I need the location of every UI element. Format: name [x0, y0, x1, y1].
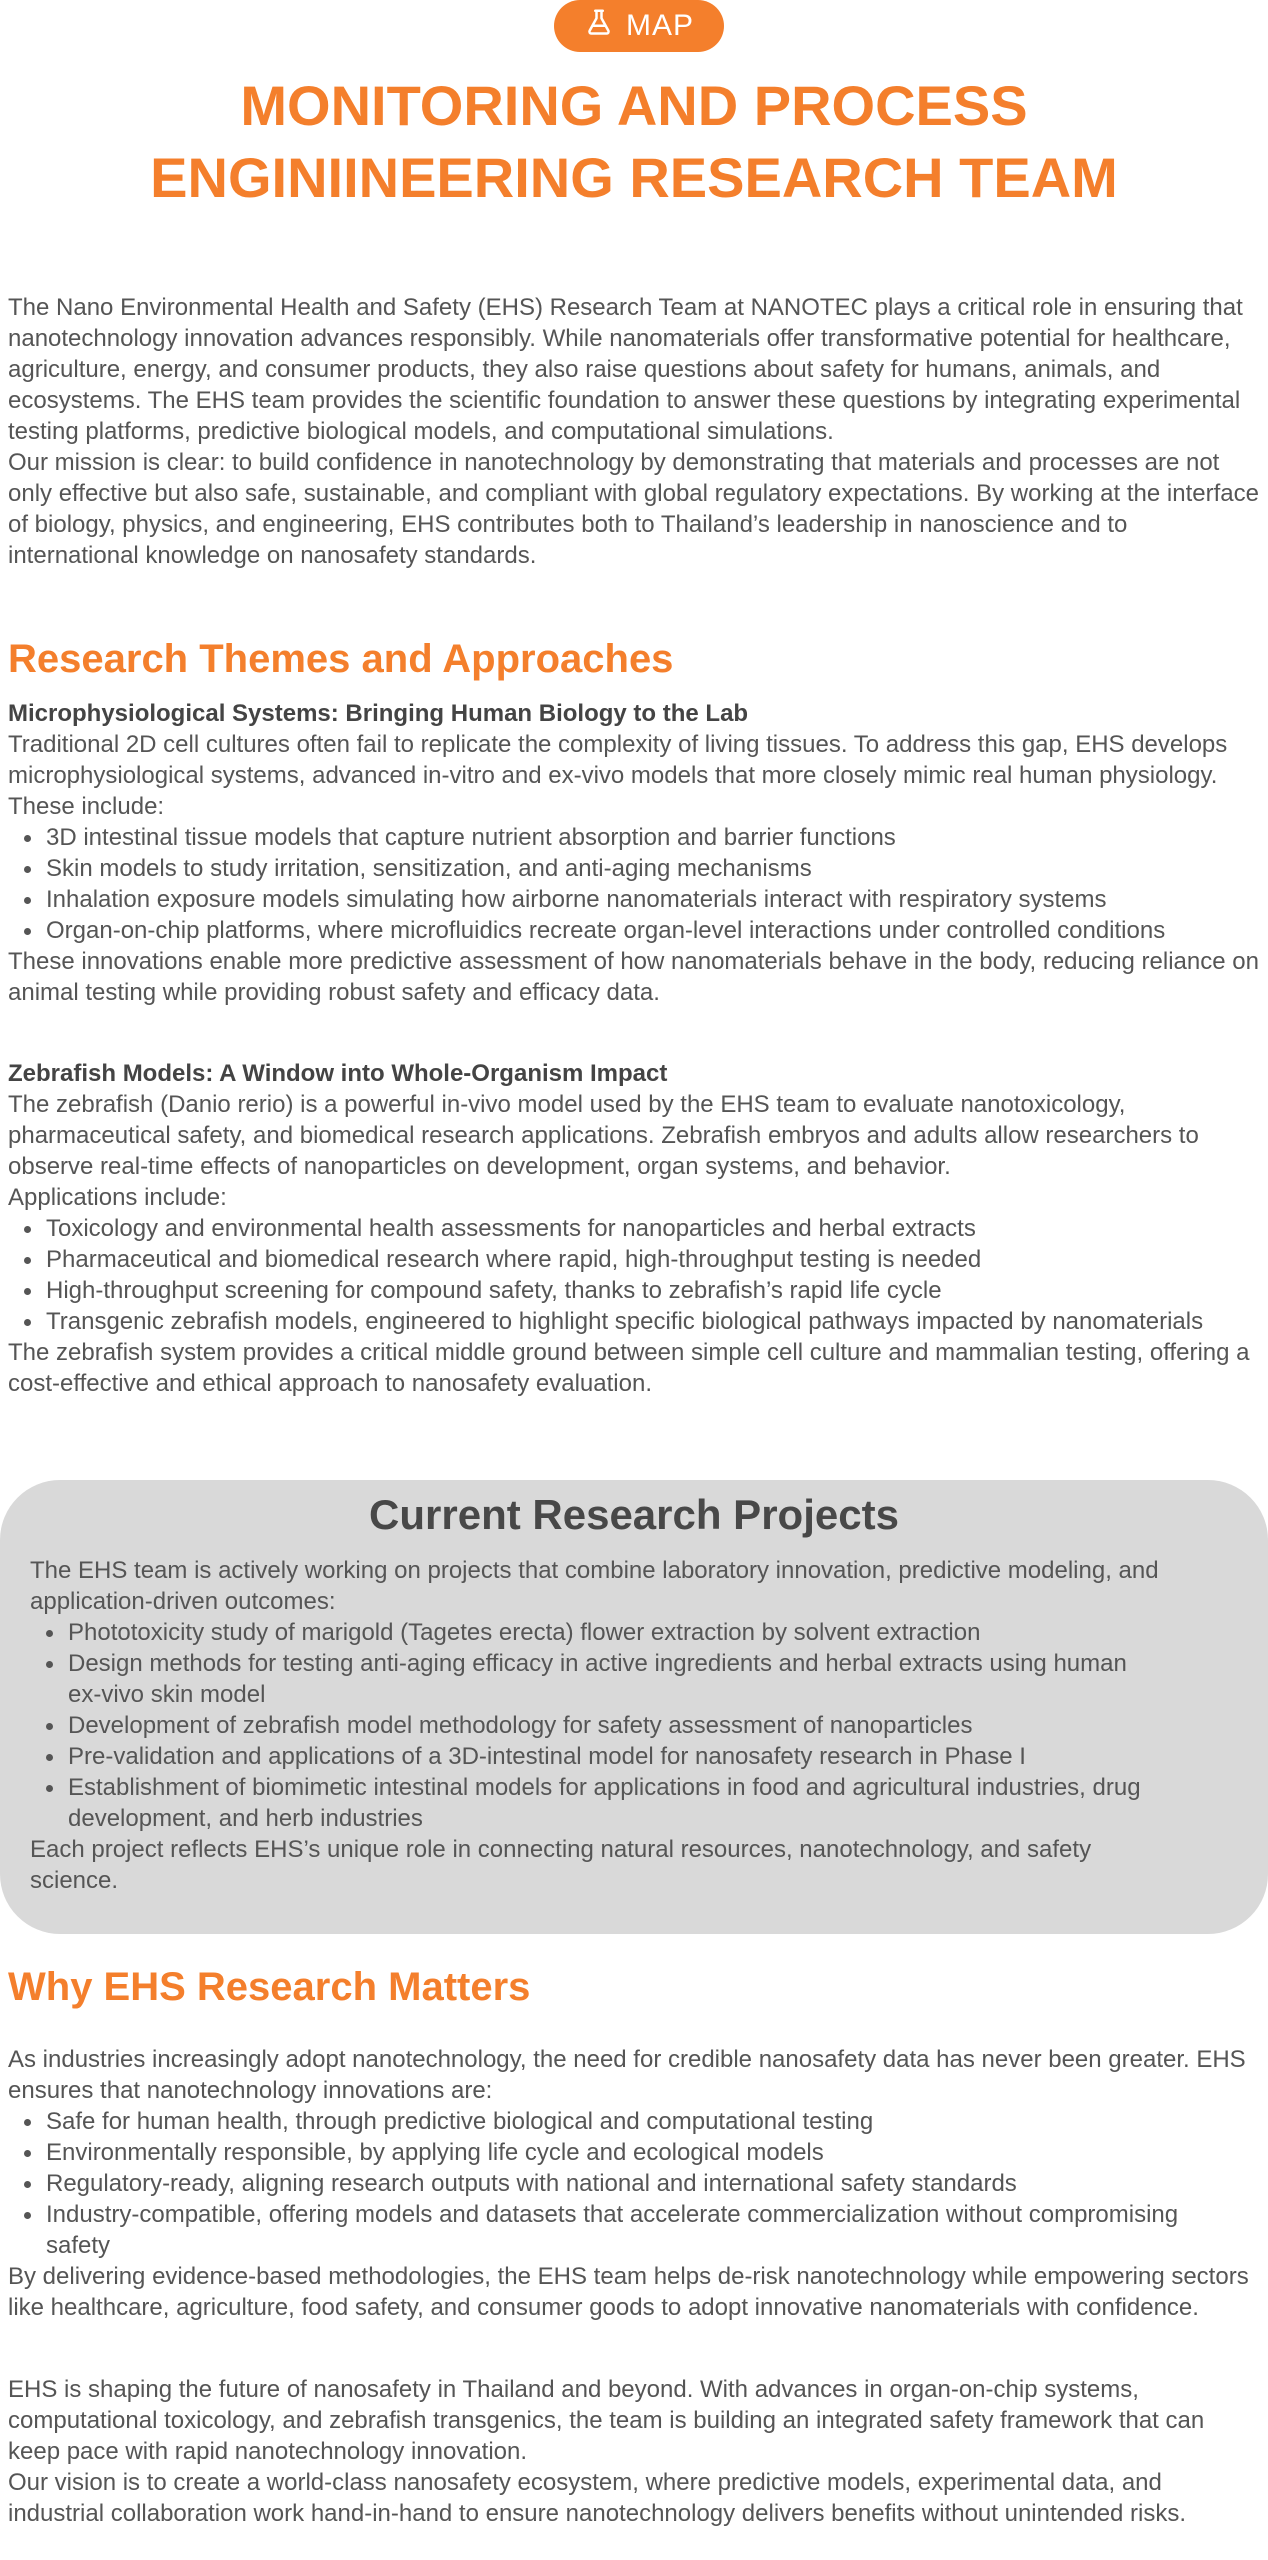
list-item: Organ-on-chip platforms, where microfluidics recreate organ-level interactions under controlled conditions	[8, 915, 1260, 946]
list-item: Phototoxicity study of marigold (Tagetes erecta) flower extraction by solvent extraction	[30, 1617, 1180, 1648]
why-section	[8, 2044, 1260, 2323]
closing-paragraph-1: EHS is shaping the future of nanosafety in Thailand and beyond. With advances in organ-on-chip systems, computational toxicology, and zebrafish transgenics, the team is building an integrated safety framework that can keep pace with rapid nanotechnology innovation.	[8, 2376, 1205, 2465]
list-item: Design methods for testing anti-aging efficacy in active ingredients and herbal extracts using human ex-vivo skin model	[30, 1648, 1180, 1710]
closing-section	[8, 2374, 1260, 2529]
themes-heading: Research Themes and Approaches	[8, 637, 674, 681]
projects-intro: The EHS team is actively working on projects that combine laboratory innovation, predictive modeling, and application-driven outcomes:	[30, 1557, 1159, 1615]
list-item: Regulatory-ready, aligning research outputs with national and international safety standards	[8, 2168, 1260, 2199]
list-item: Establishment of biomimetic intestinal models for applications in food and agricultural industries, drug development, and herb industries	[30, 1772, 1180, 1834]
list-item: High-throughput screening for compound safety, thanks to zebrafish’s rapid life cycle	[8, 1275, 1260, 1306]
list-item: Transgenic zebrafish models, engineered to highlight specific biological pathways impacted by nanomaterials	[8, 1306, 1260, 1337]
badge-label: MAP	[625, 9, 694, 42]
list-item: Safe for human health, through predictive biological and computational testing	[8, 2106, 1260, 2137]
projects-outro: Each project reflects EHS’s unique role in connecting natural resources, nanotechnology, and safety science.	[30, 1836, 1092, 1894]
list-item: 3D intestinal tissue models that capture nutrient absorption and barrier functions	[8, 822, 1260, 853]
zebrafish-section	[8, 1058, 1260, 1399]
zebrafish-heading: Zebrafish Models: A Window into Whole-Organism Impact	[8, 1060, 668, 1087]
mps-heading: Microphysiological Systems: Bringing Human Biology to the Lab	[8, 700, 749, 727]
title-line-2: ENGINIINEERING RESEARCH TEAM	[150, 146, 1118, 209]
title-line-1: MONITORING AND PROCESS	[240, 74, 1028, 137]
why-heading: Why EHS Research Matters	[8, 1965, 531, 2009]
why-outro: By delivering evidence-based methodologies, the EHS team helps de-risk nanotechnology while empowering sectors like healthcare, agriculture, food safety, and consumer goods to adopt innovative nanomaterials with confidence.	[8, 2263, 1249, 2321]
intro-paragraph-1: The Nano Environmental Health and Safety (EHS) Research Team at NANOTEC plays a critical role in ensuring that nanotechnology innovation advances responsibly. While nanomaterials offer transformative potential for healthcare, agriculture, energy, and consumer products, they also raise questions about safety for humans, animals, and ecosystems. The EHS team provides the scientific foundation to answer these questions by integrating experimental testing platforms, predictive biological models, and computational simulations.	[8, 294, 1243, 445]
projects-heading: Current Research Projects	[369, 1491, 899, 1538]
mps-outro: These innovations enable more predictive assessment of how nanomaterials behave in the body, reducing reliance on animal testing while providing robust safety and efficacy data.	[8, 948, 1259, 1006]
list-item: Development of zebrafish model methodology for safety assessment of nanoparticles	[30, 1710, 1180, 1741]
projects-list	[30, 1617, 1180, 1834]
intro-section	[8, 292, 1260, 571]
map-badge[interactable]	[554, 0, 724, 52]
projects-body	[30, 1555, 1180, 1896]
why-list	[8, 2106, 1260, 2261]
zebrafish-lead: Applications include:	[8, 1184, 227, 1211]
why-intro: As industries increasingly adopt nanotechnology, the need for credible nanosafety data has never been greater. EHS ensures that nanotechnology innovations are:	[8, 2046, 1246, 2104]
intro-paragraph-2: Our mission is clear: to build confidence in nanotechnology by demonstrating that materials and processes are not only effective but also safe, sustainable, and compliant with global regulatory expectations. By working at the interface of biology, physics, and engineering, EHS contributes both to Thailand’s leadership in nanoscience and to international knowledge on nanosafety standards.	[8, 449, 1259, 569]
page-title	[0, 70, 1268, 214]
zebrafish-list	[8, 1213, 1260, 1337]
list-item: Toxicology and environmental health assessments for nanoparticles and herbal extracts	[8, 1213, 1260, 1244]
closing-paragraph-2: Our vision is to create a world-class nanosafety ecosystem, where predictive models, experimental data, and industrial collaboration work hand-in-hand to ensure nanotechnology delivers benefits without unintended risks.	[8, 2469, 1187, 2527]
mps-intro: Traditional 2D cell cultures often fail to replicate the complexity of living tissues. To address this gap, EHS develops microphysiological systems, advanced in-vitro and ex-vivo models that more closely mimic real human physiology. These include:	[8, 731, 1228, 820]
mps-list	[8, 822, 1260, 946]
flask-icon	[584, 7, 614, 45]
list-item: Environmentally responsible, by applying life cycle and ecological models	[8, 2137, 1260, 2168]
list-item: Inhalation exposure models simulating how airborne nanomaterials interact with respiratory systems	[8, 884, 1260, 915]
list-item: Skin models to study irritation, sensitization, and anti-aging mechanisms	[8, 853, 1260, 884]
list-item: Pharmaceutical and biomedical research where rapid, high-throughput testing is needed	[8, 1244, 1260, 1275]
zebrafish-outro: The zebrafish system provides a critical middle ground between simple cell culture and mammalian testing, offering a cost-effective and ethical approach to nanosafety evaluation.	[8, 1339, 1250, 1397]
list-item: Industry-compatible, offering models and datasets that accelerate commercialization without compromising safety	[8, 2199, 1260, 2261]
list-item: Pre-validation and applications of a 3D-intestinal model for nanosafety research in Phase I	[30, 1741, 1180, 1772]
mps-section	[8, 698, 1260, 1008]
zebrafish-intro: The zebrafish (Danio rerio) is a powerful in-vivo model used by the EHS team to evaluate nanotoxicology, pharmaceutical safety, and biomedical research applications. Zebrafish embryos and adults allow researchers to observe real-time effects of nanoparticles on development, organ systems, and behavior.	[8, 1091, 1199, 1180]
